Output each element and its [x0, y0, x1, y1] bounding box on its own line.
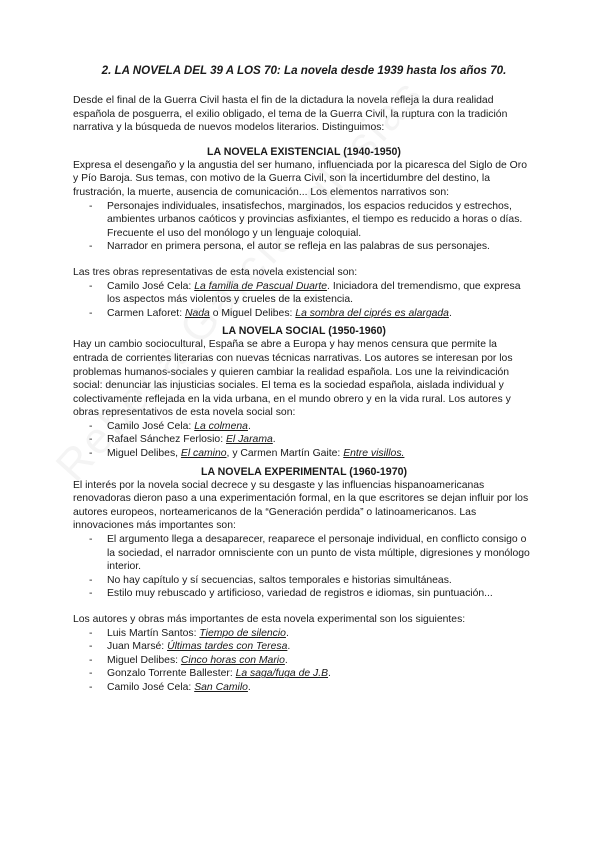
book-title: La sombra del ciprés es alargada — [295, 307, 449, 319]
section-heading: LA NOVELA EXPERIMENTAL (1960-1970) — [200, 465, 408, 478]
list-item: - El argumento llega a desaparecer, reaparece el personaje individual, en conflicto consigo o la sociedad, el narrador omnisciente con un punto de vista múltiple, digresiones y monólogo interior. — [73, 533, 535, 574]
work-item: - Camilo José Cela: La colmena. — [73, 420, 535, 434]
book-title: Últimas tardes con Teresa — [167, 641, 288, 653]
section-paragraph: Expresa el desengaño y la angustia del ser humano, influenciada por la picaresca del Siglo de Oro y Pío Baroja. Sus temas, con motivo de la Guerra Civil, son la incertidumbre del destino, la frustración, la muerte, ausencia de comunicación... Los elementos narrativos son: — [73, 159, 528, 198]
intro-paragraph: Desde el final de la Guerra Civil hasta el fin de la dictadura la novela refleja la dura realidad española de posguerra, el exilio obligado, el tema de la Guerra Civil, la ruptura con la tradición narrativa y la búsqueda de nuevos modelos literarios. Distinguimos: — [73, 95, 508, 134]
work-item: - Juan Marsé: Últimas tardes con Teresa. — [73, 640, 535, 654]
section-heading: LA NOVELA EXISTENCIAL (1940-1950) — [207, 145, 401, 158]
list-item: - Personajes individuales, insatisfechos, marginados, los espacios reducidos y estrechos, ambientes urbanos caóticos y provincias asfixiantes, el tiempo es reducido a horas o días. Frecuente el uso del monólogo y un lenguaje coloquial. — [73, 200, 535, 241]
section-existencial — [73, 145, 535, 321]
work-item: - Camilo José Cela: La familia de Pascual Duarte. Iniciadora del tremendismo, que expresa los aspectos más violentos y crueles de la existencia. — [73, 280, 535, 307]
section-paragraph: Hay un cambio sociocultural, España se abre a Europa y hay menos censura que permite la entrada de corrientes literarias con nuevas técnicas narrativas. Los autores se interesan por los problemas humanos-sociales y quieren cambiar la realidad española. Los une la reivindicación social: denunciar las injusticias sociales. El tema es la sociedad española, aislada individual y colectivamente reflejada en la vida urbana, en el mundo obrero y en la vida rural. Los autores y obras representativos de esta novela social son: — [73, 339, 513, 419]
work-item: - Carmen Laforet: Nada o Miguel Delibes: La sombra del ciprés es alargada. — [73, 307, 535, 321]
book-title: La colmena — [194, 420, 248, 432]
bullet-list — [73, 533, 535, 601]
book-title: El camino — [180, 448, 227, 460]
document-title: 2. LA NOVELA DEL 39 A LOS 70: La novela desde 1939 hasta los años 70. — [101, 64, 507, 77]
section-paragraph: El interés por la novela social decrece y su desgaste y las influencias hispanoamericanas renovadoras dieron paso a una experimentación formal, en la que escritores se dejan influir por los autores europeos, norteamericanos de la “Generación perdida” o latinoamericanos. Las innovaciones más importantes son: — [73, 479, 529, 532]
work-item: - Miguel Delibes, El camino, y Carmen Martín Gaite: Entre visillos. — [73, 447, 535, 461]
book-title: El Jarama — [225, 434, 273, 446]
book-title: Nada — [184, 307, 210, 319]
section-heading: LA NOVELA SOCIAL (1950-1960) — [222, 325, 386, 338]
works-list — [73, 627, 535, 695]
book-title: Cinco horas con Mario — [180, 654, 285, 666]
works-intro: Las tres obras representativas de esta novela existencial son: — [73, 266, 358, 278]
work-item: - Camilo José Cela: San Camilo. — [73, 681, 535, 695]
section-social — [73, 324, 535, 460]
works-list — [73, 280, 535, 321]
book-title: Tiempo de silencio — [199, 627, 286, 639]
list-item: - No hay capítulo y sí secuencias, saltos temporales e historias simultáneas. — [73, 574, 535, 588]
work-item: - Gonzalo Torrente Ballester: La saga/fuga de J.B. — [73, 667, 535, 681]
book-title: Entre visillos. — [343, 448, 405, 460]
section-experimental — [73, 465, 535, 695]
list-item: - Narrador en primera persona, el autor se refleja en las palabras de sus personajes. — [73, 240, 535, 254]
list-item: - Estilo muy rebuscado y artificioso, variedad de registros e idiomas, sin puntuación... — [73, 587, 535, 601]
work-item: - Rafael Sánchez Ferlosio: El Jarama. — [73, 433, 535, 447]
book-title: San Camilo — [194, 681, 248, 693]
works-list — [73, 420, 535, 461]
document-page — [73, 64, 535, 695]
book-title: La familia de Pascual Duarte — [194, 280, 328, 292]
work-item: - Luis Martín Santos: Tiempo de silencio. — [73, 627, 535, 641]
bullet-list — [73, 200, 535, 254]
works-intro: Los autores y obras más importantes de esta novela experimental son los siguientes: — [73, 614, 466, 625]
book-title: La saga/fuga de J.B — [235, 668, 329, 680]
work-item: - Miguel Delibes: Cinco horas con Mario. — [73, 654, 535, 668]
